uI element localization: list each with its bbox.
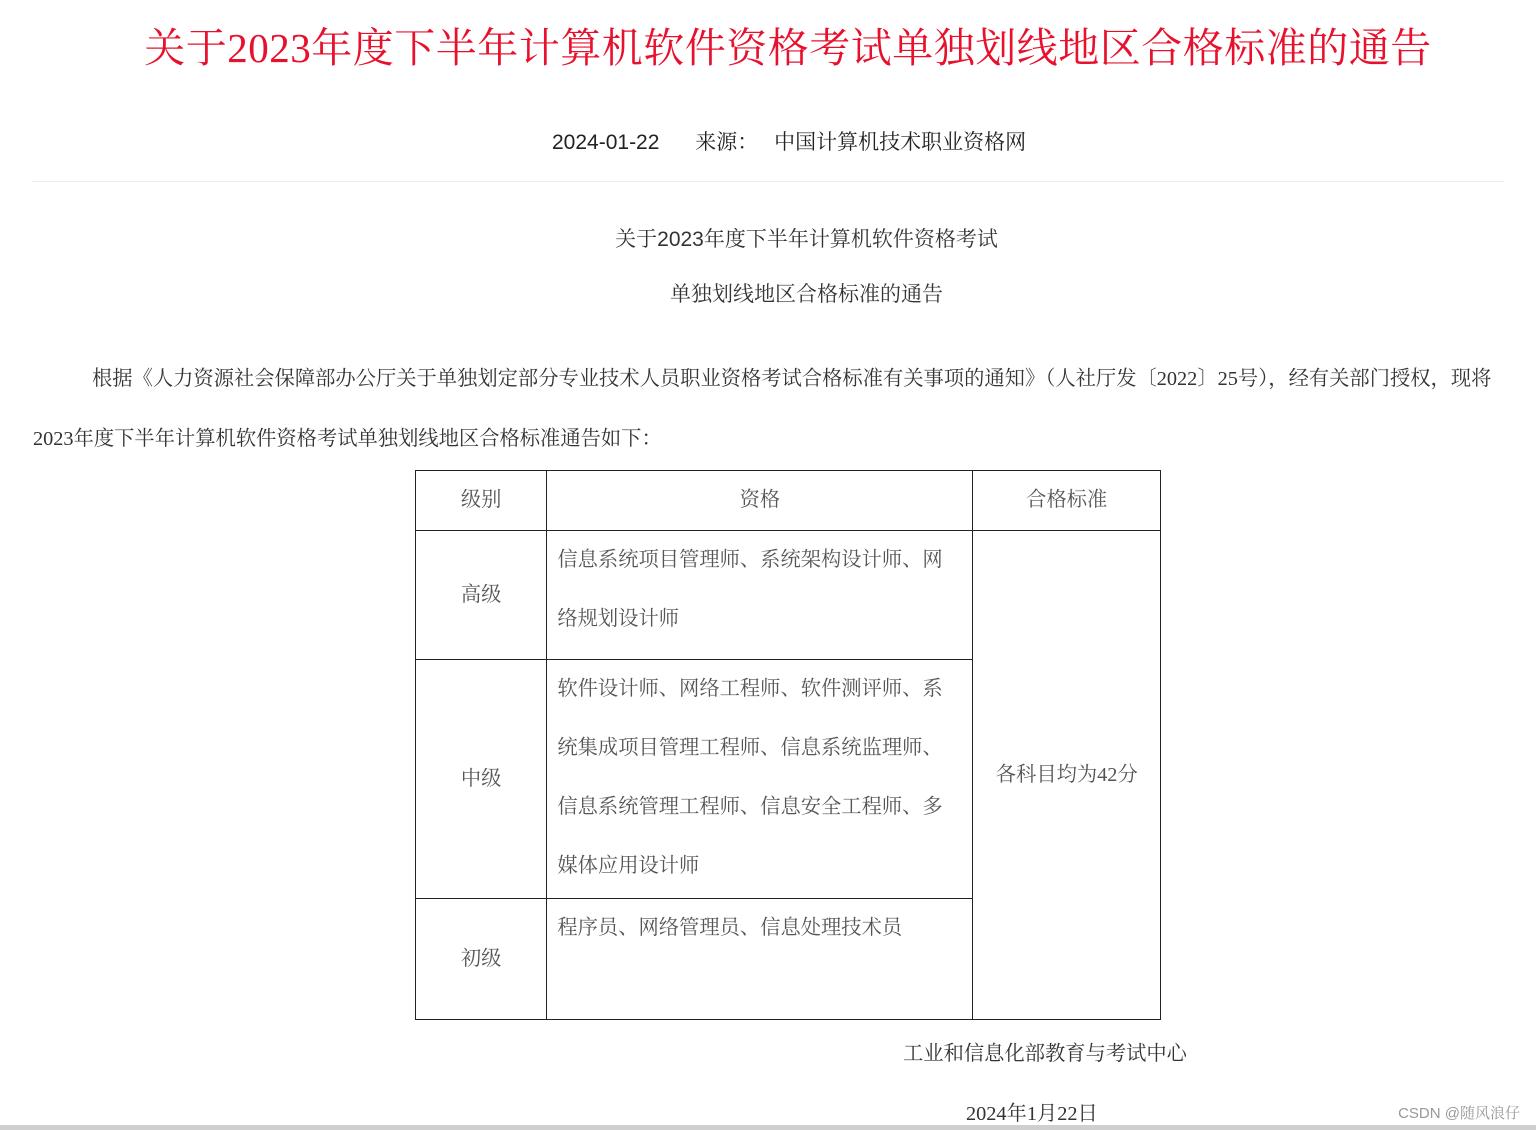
header-standard: 合格标准 [973, 471, 1161, 531]
qualification-cell: 信息系统项目管理师、系统架构设计师、网络规划设计师 [547, 531, 973, 660]
pass-standard-table [415, 470, 1161, 1020]
notice-body: 根据《人力资源社会保障部办公厅关于单独划定部分专业技术人员职业资格考试合格标准有关事项的通知》（人社厅发〔2022〕25号），经有关部门授权，现将2023年度下半年计算机软件资格考试单独划线地区合格标准通告如下： [33, 368, 1492, 450]
level-cell: 初级 [416, 899, 547, 1020]
notice-heading-line1: 关于2023年度下半年计算机软件资格考试 [615, 228, 998, 251]
header-level: 级别 [416, 471, 547, 531]
watermark: CSDN @随风浪仔 [1398, 1105, 1520, 1122]
level-cell: 中级 [416, 660, 547, 899]
standard-cell: 各科目均为42分 [973, 531, 1161, 1020]
notice-heading-line2: 单独划线地区合格标准的通告 [670, 283, 943, 306]
source-label: 来源： [695, 131, 759, 154]
divider [32, 181, 1504, 182]
page-title: 关于2023年度下半年计算机软件资格考试单独划线地区合格标准的通告 [144, 25, 1432, 71]
qualification-cell: 软件设计师、网络工程师、软件测评师、系统集成项目管理工程师、信息系统监理师、信息系统管理工程师、信息安全工程师、多媒体应用设计师 [547, 660, 973, 899]
level-cell: 高级 [416, 531, 547, 660]
issuer: 工业和信息化部教育与考试中心 [903, 1043, 1187, 1065]
qualification-cell: 程序员、网络管理员、信息处理技术员 [547, 899, 973, 1020]
article-meta [552, 126, 1026, 156]
header-qualification: 资格 [547, 471, 973, 531]
publish-date: 2024-01-22 [552, 131, 660, 154]
issue-date: 2024年1月22日 [966, 1103, 1098, 1125]
source-link[interactable]: 中国计算机技术职业资格网 [774, 131, 1027, 154]
table-header-row [416, 471, 1161, 531]
bottom-scrollbar[interactable] [0, 1125, 1536, 1130]
table-row [416, 531, 1161, 660]
